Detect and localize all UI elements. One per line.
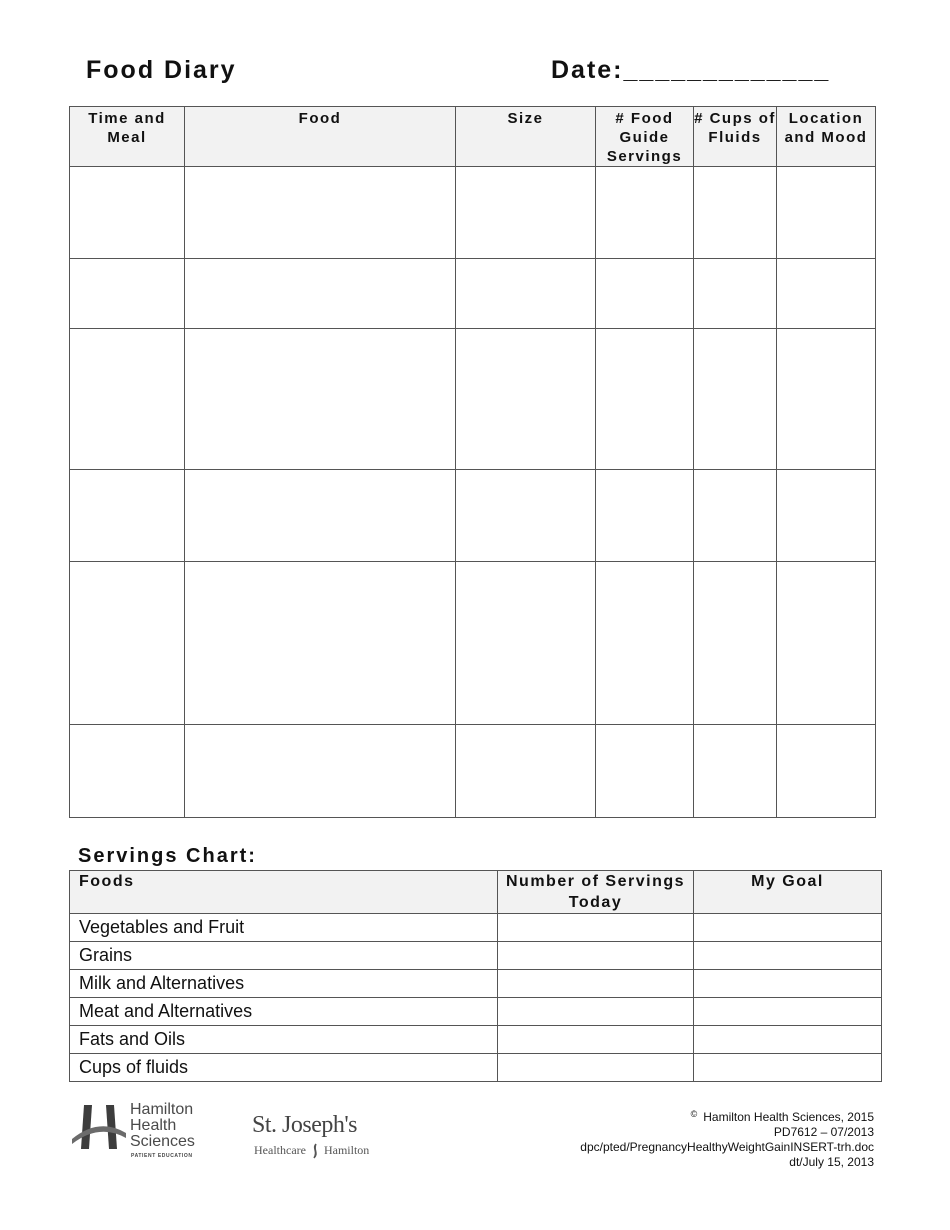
- diary-cell[interactable]: [777, 259, 876, 329]
- food-diary-table: [69, 106, 876, 818]
- diary-cell[interactable]: [456, 725, 596, 818]
- diary-cell[interactable]: [70, 167, 185, 259]
- diary-cell[interactable]: [596, 259, 694, 329]
- servings-food-label: Vegetables and Fruit: [70, 914, 498, 942]
- diary-row: [70, 562, 876, 725]
- servings-header-row: [70, 871, 882, 914]
- my-goal-cell[interactable]: [694, 1054, 882, 1082]
- diary-cell[interactable]: [185, 470, 456, 562]
- col-cups-of-fluids: # Cups of Fluids: [694, 107, 777, 167]
- servings-food-label: Grains: [70, 942, 498, 970]
- col-location-and-mood: Location and Mood: [777, 107, 876, 167]
- diary-cell[interactable]: [185, 259, 456, 329]
- diary-cell[interactable]: [777, 167, 876, 259]
- st-josephs-logo: [252, 1112, 372, 1162]
- servings-today-cell[interactable]: [498, 1026, 694, 1054]
- my-goal-cell[interactable]: [694, 914, 882, 942]
- diary-cell[interactable]: [596, 167, 694, 259]
- date-field-label: Date:_____________: [551, 56, 831, 84]
- servings-today-cell[interactable]: [498, 914, 694, 942]
- diary-cell[interactable]: [596, 470, 694, 562]
- my-goal-cell[interactable]: [694, 942, 882, 970]
- footer-line4: dt/July 15, 2013: [789, 1155, 874, 1169]
- diary-cell[interactable]: [596, 329, 694, 470]
- diary-row: [70, 470, 876, 562]
- servings-today-cell[interactable]: [498, 970, 694, 998]
- copyright-symbol: ©: [690, 1109, 698, 1119]
- diary-cell[interactable]: [694, 725, 777, 818]
- diary-cell[interactable]: [456, 329, 596, 470]
- diary-row: [70, 725, 876, 818]
- diary-cell[interactable]: [456, 259, 596, 329]
- col-time-and-meal: Time and Meal: [70, 107, 185, 167]
- diary-cell[interactable]: [70, 562, 185, 725]
- diary-cell[interactable]: [70, 725, 185, 818]
- hhs-name-line3: Sciences: [130, 1133, 195, 1150]
- diary-cell[interactable]: [694, 167, 777, 259]
- servings-row: [70, 1054, 882, 1082]
- diary-cell[interactable]: [777, 562, 876, 725]
- my-goal-cell[interactable]: [694, 998, 882, 1026]
- diary-cell[interactable]: [777, 725, 876, 818]
- diary-row: [70, 329, 876, 470]
- col-food: Food: [185, 107, 456, 167]
- diary-cell[interactable]: [70, 259, 185, 329]
- diary-cell[interactable]: [185, 329, 456, 470]
- col-food-guide-servings: # Food Guide Servings: [596, 107, 694, 167]
- sj-sub-right: Hamilton: [323, 1143, 370, 1157]
- diary-cell[interactable]: [70, 470, 185, 562]
- col-size: Size: [456, 107, 596, 167]
- servings-chart-table: [69, 870, 882, 1082]
- diary-cell[interactable]: [185, 167, 456, 259]
- servings-row: [70, 1026, 882, 1054]
- servings-chart-title: Servings Chart:: [78, 845, 257, 867]
- servings-food-label: Milk and Alternatives: [70, 970, 498, 998]
- col-my-goal: My Goal: [694, 871, 882, 914]
- servings-food-label: Fats and Oils: [70, 1026, 498, 1054]
- servings-today-cell[interactable]: [498, 998, 694, 1026]
- page-title: Food Diary: [86, 56, 237, 84]
- diary-cell[interactable]: [777, 470, 876, 562]
- servings-row: [70, 942, 882, 970]
- hhs-name-line1: Hamilton: [130, 1101, 194, 1118]
- sj-flame-icon: [309, 1143, 321, 1159]
- footer-line3: dpc/pted/PregnancyHealthyWeightGainINSERT-trh.doc: [580, 1140, 874, 1154]
- hamilton-arch-icon: [70, 1103, 128, 1151]
- diary-cell[interactable]: [777, 329, 876, 470]
- hamilton-health-sciences-logo: [70, 1100, 210, 1162]
- sj-name: St. Joseph's: [252, 1112, 358, 1138]
- footer-line1: Hamilton Health Sciences, 2015: [703, 1110, 874, 1124]
- diary-cell[interactable]: [185, 562, 456, 725]
- hhs-tagline: PATIENT EDUCATION: [131, 1153, 193, 1159]
- servings-food-label: Meat and Alternatives: [70, 998, 498, 1026]
- diary-cell[interactable]: [694, 562, 777, 725]
- diary-cell[interactable]: [70, 329, 185, 470]
- servings-row: [70, 914, 882, 942]
- footer-line2: PD7612 – 07/2013: [773, 1125, 874, 1139]
- servings-today-cell[interactable]: [498, 1054, 694, 1082]
- diary-cell[interactable]: [596, 725, 694, 818]
- diary-row: [70, 167, 876, 259]
- my-goal-cell[interactable]: [694, 970, 882, 998]
- col-foods: Foods: [70, 871, 498, 914]
- diary-cell[interactable]: [456, 562, 596, 725]
- sj-sub-left: Healthcare: [254, 1143, 306, 1157]
- diary-header-row: [70, 107, 876, 167]
- hhs-name-line2: Health: [130, 1117, 177, 1134]
- diary-cell[interactable]: [694, 329, 777, 470]
- servings-row: [70, 998, 882, 1026]
- servings-today-cell[interactable]: [498, 942, 694, 970]
- diary-cell[interactable]: [185, 725, 456, 818]
- diary-cell[interactable]: [596, 562, 694, 725]
- servings-row: [70, 970, 882, 998]
- my-goal-cell[interactable]: [694, 1026, 882, 1054]
- diary-cell[interactable]: [694, 259, 777, 329]
- diary-cell[interactable]: [456, 167, 596, 259]
- footer-info: [580, 1110, 874, 1170]
- diary-cell[interactable]: [694, 470, 777, 562]
- diary-cell[interactable]: [456, 470, 596, 562]
- diary-row: [70, 259, 876, 329]
- col-servings-today: Number of Servings Today: [498, 871, 694, 914]
- servings-food-label: Cups of fluids: [70, 1054, 498, 1082]
